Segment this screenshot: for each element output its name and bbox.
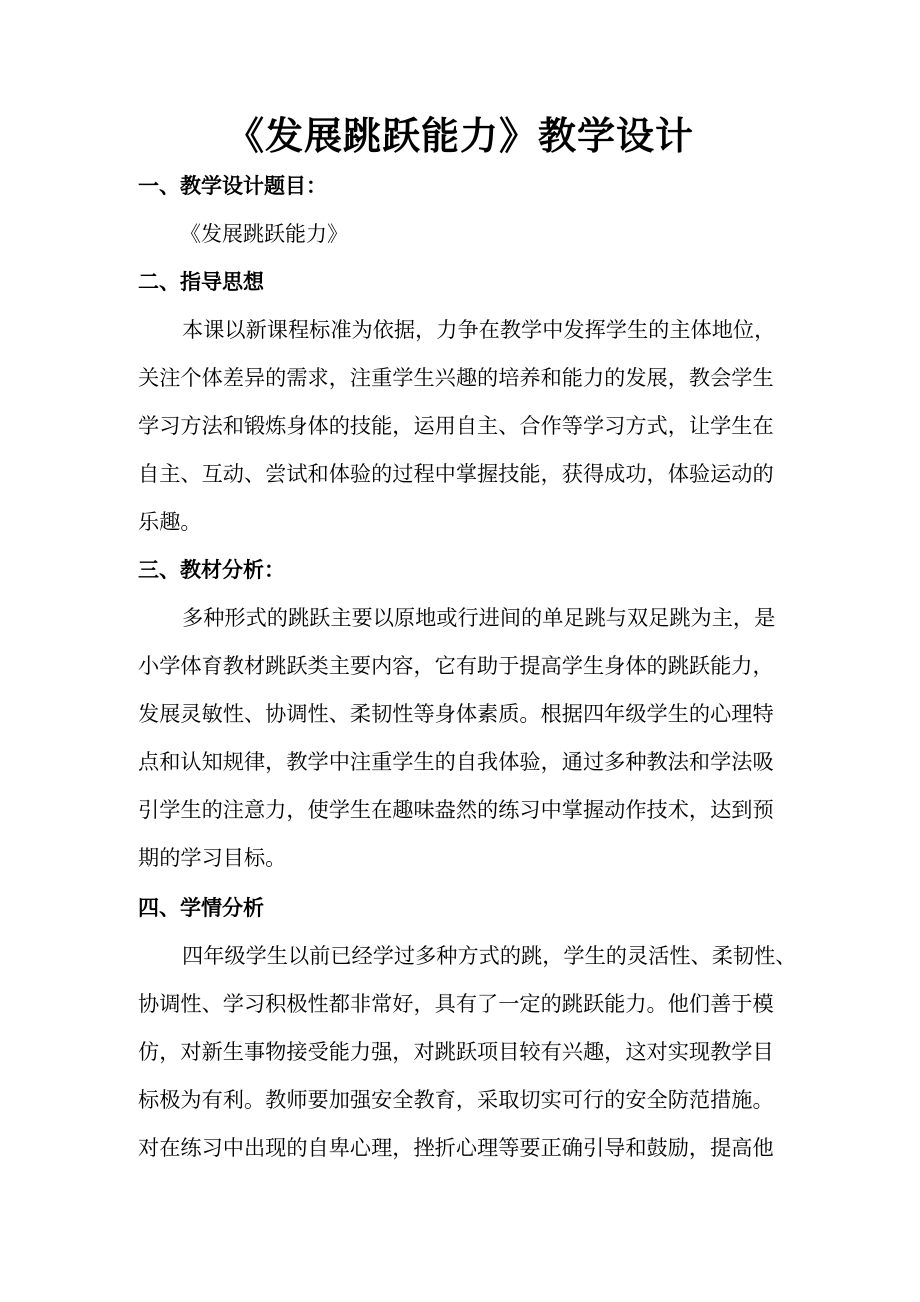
document-title: 《发展跳跃能力》教学设计 — [225, 113, 694, 158]
paragraph-line: 自主、互动、尝试和体验的过程中掌握技能，获得成功，体验运动的 — [138, 461, 774, 486]
paragraph-line: 对在练习中出现的自卑心理，挫折心理等要正确引导和鼓励，提高他 — [138, 1135, 774, 1160]
paragraph-line: 小学体育教材跳跃类主要内容，它有助于提高学生身体的跳跃能力， — [138, 653, 774, 678]
paragraph-line: 学习方法和锻炼身体的技能，运用自主、合作等学习方式，让学生在 — [138, 413, 774, 438]
paragraph-line: 标极为有利。教师要加强安全教育，采取切实可行的安全防范措施。 — [138, 1087, 774, 1112]
section-3-paragraph — [138, 594, 788, 882]
paragraph-line: 仿，对新生事物接受能力强，对跳跃项目较有兴趣，这对实现教学目 — [138, 1039, 774, 1064]
paragraph-line: 四年级学生以前已经学过多种方式的跳，学生的灵活性、柔韧性、 — [182, 943, 797, 968]
section-3-heading: 三、教材分析： — [138, 557, 285, 582]
section-4-heading: 四、学情分析 — [138, 895, 264, 920]
section-2-paragraph — [138, 306, 788, 546]
paragraph-line: 协调性、学习积极性都非常好，具有了一定的跳跃能力。他们善于模 — [138, 991, 774, 1016]
paragraph-line: 点和认知规律，教学中注重学生的自我体验，通过多种教法和学法吸 — [138, 749, 774, 774]
paragraph-line: 引学生的注意力，使学生在趣味盎然的练习中掌握动作技术，达到预 — [138, 797, 774, 822]
section-1-topic: 《发展跳跃能力》 — [180, 222, 348, 246]
paragraph-line: 本课以新课程标准为依据，力争在教学中发挥学生的主体地位， — [182, 317, 776, 342]
paragraph-line: 期的学习目标。 — [138, 845, 287, 870]
paragraph-line: 关注个体差异的需求，注重学生兴趣的培养和能力的发展，教会学生 — [138, 365, 774, 390]
section-4-paragraph — [138, 932, 797, 1172]
paragraph-line: 多种形式的跳跃主要以原地或行进间的单足跳与双足跳为主，是 — [182, 605, 776, 630]
paragraph-line: 发展灵敏性、协调性、柔韧性等身体素质。根据四年级学生的心理特 — [138, 701, 774, 726]
section-1-heading: 一、教学设计题目： — [138, 173, 327, 198]
paragraph-line: 乐趣。 — [138, 509, 202, 534]
section-2-heading: 二、指导思想 — [138, 269, 264, 294]
